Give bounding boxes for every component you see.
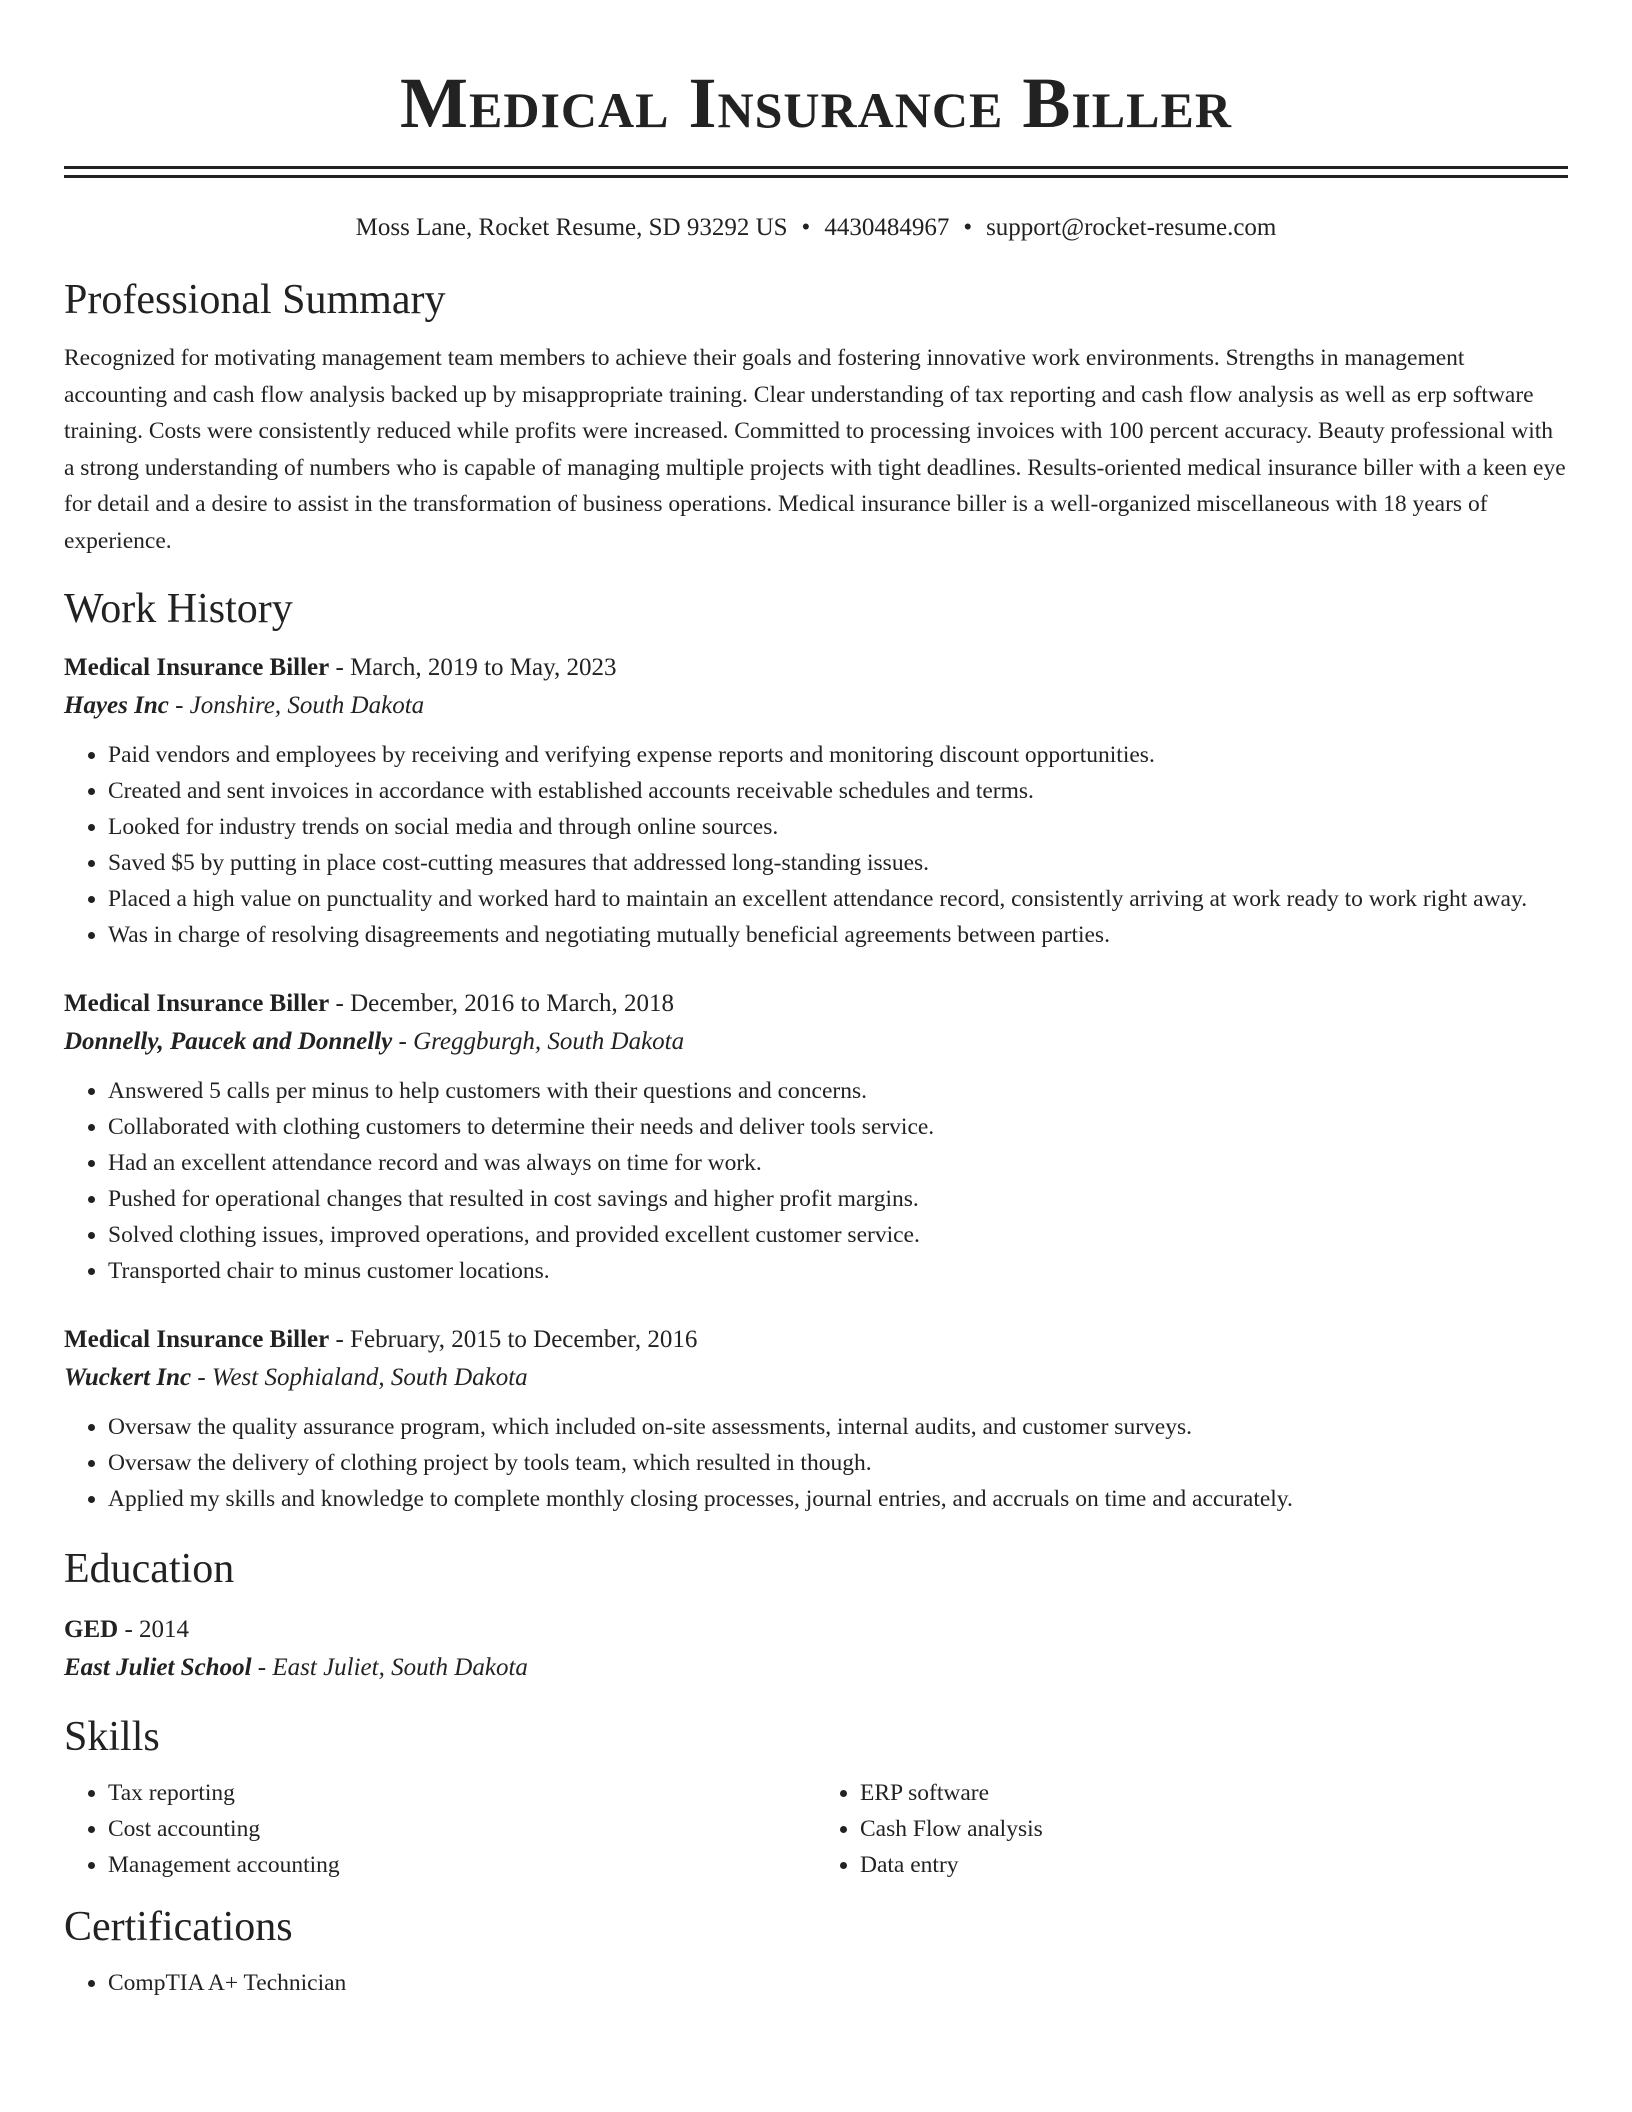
education-entry	[64, 1611, 1568, 1687]
skills-list-right	[816, 1775, 1568, 1883]
job-company-line	[64, 1023, 1568, 1061]
contact-line	[64, 212, 1568, 244]
job-bullet: • Was in charge of resolving disagreements and negotiating mutually beneficial agreements between parties.	[108, 917, 1568, 953]
education-degree-line	[64, 1611, 1568, 1649]
summary-paragraph: Recognized for motivating management team members to achieve their goals and fostering innovative work environments. Strengths in management accounting and cash flow analysis backed up by misappropriate training. Clear understanding of tax reporting and cash flow analysis as well as erp software training. Costs were consistently reduced while profits were increased. Committed to processing invoices with 100 percent accuracy. Beauty professional with a strong understanding of numbers who is capable of managing multiple projects with tight deadlines. Results-oriented medical insurance biller with a keen eye for detail and a desire to assist in the transformation of business operations. Medical insurance biller is a well-organized miscellaneous with 18 years of experience.	[64, 345, 1566, 554]
certifications-list	[64, 1965, 1568, 2001]
skill-item: • Cash Flow analysis	[860, 1811, 1568, 1847]
skill-item: • ERP software	[860, 1775, 1568, 1811]
job-company: Wuckert Inc	[64, 1364, 192, 1391]
skills-columns	[64, 1775, 1568, 1883]
job-title-line	[64, 1321, 1568, 1359]
section-heading-certifications: Certifications	[64, 1904, 293, 1950]
job-bullets	[64, 1073, 1568, 1289]
job-company: Donnelly, Paucek and Donnelly	[64, 1028, 393, 1055]
skill-item: • Cost accounting	[108, 1811, 816, 1847]
job-location: - West Sophialand, South Dakota	[191, 1364, 528, 1391]
job-company: Hayes Inc	[64, 692, 169, 719]
job-dates: - December, 2016 to March, 2018	[329, 990, 674, 1017]
skill-item: • Tax reporting	[108, 1775, 816, 1811]
job-title-line	[64, 649, 1568, 687]
contact-separator: •	[963, 214, 973, 241]
job-title: Medical Insurance Biller	[64, 654, 330, 681]
contact-address: Moss Lane, Rocket Resume, SD 93292 US	[355, 214, 788, 241]
certification-item: • CompTIA A+ Technician	[108, 1965, 1568, 2001]
job-bullets	[64, 1409, 1568, 1517]
job-bullet: • Looked for industry trends on social media and through online sources.	[108, 809, 1568, 845]
contact-phone: 4430484967	[824, 214, 950, 241]
header-divider-top	[64, 166, 1568, 169]
skill-item: • Management accounting	[108, 1847, 816, 1883]
education-degree: GED	[64, 1616, 119, 1643]
header-divider-bottom	[64, 175, 1568, 178]
job-dates: - March, 2019 to May, 2023	[329, 654, 617, 681]
job-bullet: • Paid vendors and employees by receiving and verifying expense reports and monitoring discount opportunities.	[108, 737, 1568, 773]
job-location: - Jonshire, South Dakota	[168, 692, 425, 719]
job-bullet: • Applied my skills and knowledge to complete monthly closing processes, journal entries, and accruals on time and accurately.	[108, 1481, 1568, 1517]
job-company-line	[64, 1359, 1568, 1397]
skills-list-left	[64, 1775, 816, 1883]
job-bullets	[64, 737, 1568, 953]
job-bullet: • Answered 5 calls per minus to help customers with their questions and concerns.	[108, 1073, 1568, 1109]
job-bullet: • Oversaw the delivery of clothing project by tools team, which resulted in though.	[108, 1445, 1568, 1481]
job-bullet: • Placed a high value on punctuality and worked hard to maintain an excellent attendance record, consistently arriving at work ready to work right away.	[108, 881, 1568, 917]
job-bullet: • Oversaw the quality assurance program, which included on-site assessments, internal audits, and customer surveys.	[108, 1409, 1568, 1445]
section-heading-summary: Professional Summary	[64, 277, 446, 323]
section-heading-education: Education	[64, 1546, 235, 1592]
job-bullet: • Collaborated with clothing customers to determine their needs and deliver tools service.	[108, 1109, 1568, 1145]
section-heading-work-history: Work History	[64, 586, 293, 632]
job-entry	[64, 1321, 1568, 1517]
education-year: - 2014	[118, 1616, 190, 1643]
job-company-line	[64, 687, 1568, 725]
job-bullet: • Pushed for operational changes that resulted in cost savings and higher profit margins.	[108, 1181, 1568, 1217]
education-school: East Juliet School	[64, 1654, 252, 1681]
job-dates: - February, 2015 to December, 2016	[329, 1326, 698, 1353]
job-entry	[64, 985, 1568, 1289]
resume-page	[64, 0, 1568, 2001]
resume-name: Medical Insurance Biller	[400, 63, 1232, 143]
contact-separator: •	[801, 214, 811, 241]
job-bullet: • Had an excellent attendance record and was always on time for work.	[108, 1145, 1568, 1181]
skill-item: • Data entry	[860, 1847, 1568, 1883]
job-location: - Greggburgh, South Dakota	[392, 1028, 685, 1055]
job-title: Medical Insurance Biller	[64, 1326, 330, 1353]
job-entry	[64, 649, 1568, 953]
job-title: Medical Insurance Biller	[64, 990, 330, 1017]
contact-email[interactable]: support@rocket-resume.com	[986, 214, 1277, 241]
job-bullet: • Saved $5 by putting in place cost-cutting measures that addressed long-standing issues.	[108, 845, 1568, 881]
job-title-line	[64, 985, 1568, 1023]
education-school-line	[64, 1649, 1568, 1687]
job-bullet: • Transported chair to minus customer locations.	[108, 1253, 1568, 1289]
job-bullet: • Created and sent invoices in accordance with established accounts receivable schedules and terms.	[108, 773, 1568, 809]
job-bullet: • Solved clothing issues, improved operations, and provided excellent customer service.	[108, 1217, 1568, 1253]
section-heading-skills: Skills	[64, 1714, 160, 1760]
education-location: - East Juliet, South Dakota	[251, 1654, 528, 1681]
